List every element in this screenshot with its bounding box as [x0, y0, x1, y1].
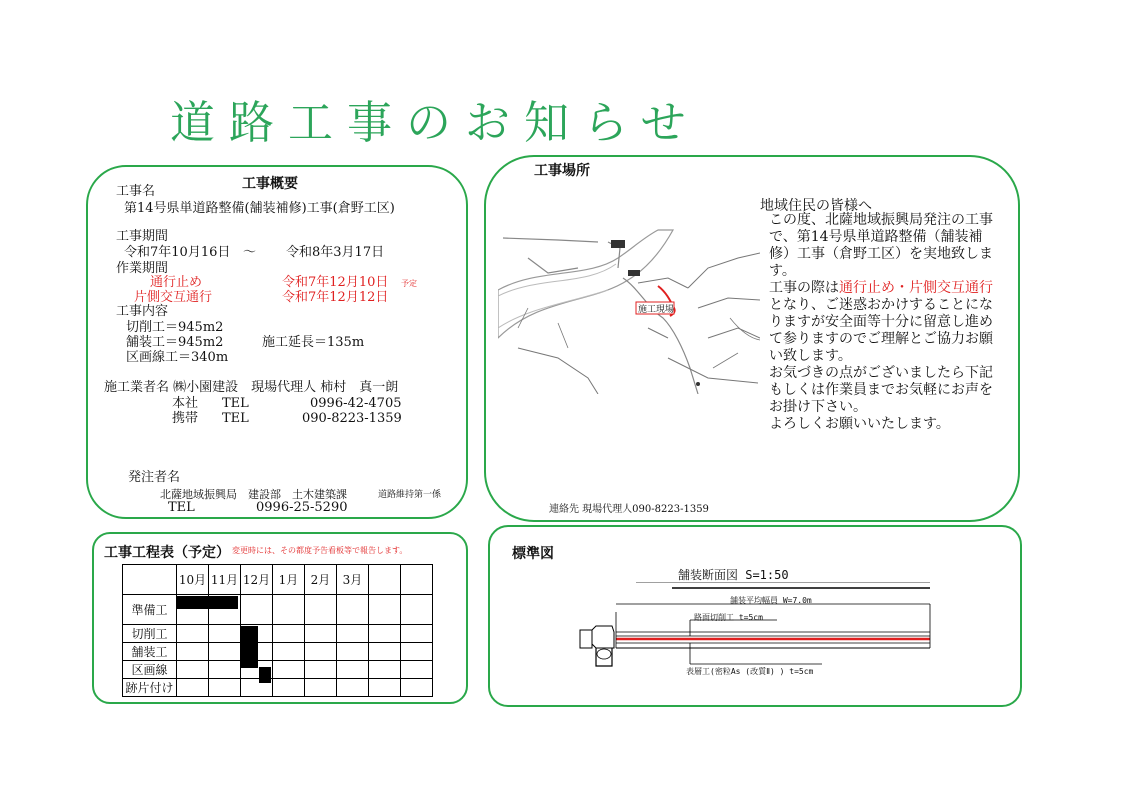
task-label: 舗装工 — [123, 643, 177, 661]
closure-note: 予定 — [401, 279, 417, 288]
gantt-bar-prep — [176, 596, 238, 609]
month-cell: 2月 — [305, 565, 337, 595]
length-quantity: 施工延長＝135m — [262, 335, 365, 350]
closure-label: 通行止め — [150, 275, 203, 290]
gantt-bar-cut-pave — [240, 626, 258, 668]
schedule-note: 変更時には、その都度予告看板等で報告します。 — [232, 546, 408, 555]
alternate-label: 片側交互通行 — [134, 290, 213, 305]
name-value: 第14号県単道路整備(舗装補修)工事(倉野工区) — [124, 201, 395, 216]
period-start: 令和7年10月16日 — [124, 245, 231, 260]
orderer-tel: 0996-25-5290 — [256, 500, 348, 515]
period-label: 工事期間 — [116, 229, 169, 244]
cut-quantity: 切削工＝945m2 — [126, 320, 224, 335]
work-period-label: 作業期間 — [116, 261, 169, 276]
lines-quantity: 区画線工＝340m — [126, 350, 229, 365]
page-title: 道路工事のお知らせ — [170, 96, 700, 149]
contact: 連絡先 現場代理人090-8223-1359 — [549, 504, 709, 515]
closure-date: 令和7年12月10日 — [282, 275, 389, 290]
task-label: 切削工 — [123, 625, 177, 643]
cut-label: 路面切削工 t=5cm — [694, 613, 763, 622]
period-end: 令和8年3月17日 — [286, 245, 385, 260]
month-cell — [369, 565, 401, 595]
gantt-bar-cleanup — [259, 667, 271, 683]
task-label: 区画線 — [123, 661, 177, 679]
month-cell: 10月 — [177, 565, 209, 595]
orderer-section: 道路維持第一係 — [378, 490, 442, 500]
month-cell: 12月 — [241, 565, 273, 595]
schedule-table — [122, 564, 433, 697]
contractor: 施工業者名 ㈱小園建設 現場代理人 柿村 真一朗 — [104, 380, 399, 395]
location-text — [769, 212, 997, 433]
location-map — [498, 228, 760, 394]
location-p1: この度、北薩地域振興局発注の工事で、第14号県単道路整備（舗装補修）工事（倉野工区）を実地致します。 — [769, 212, 993, 279]
section-title: 舗装断面図 S=1:50 — [678, 568, 789, 582]
greeting: 地域住民の皆様へ — [760, 198, 872, 214]
orderer-tel-label: TEL — [168, 500, 195, 515]
month-cell — [401, 565, 433, 595]
mobile-tel: 090-8223-1359 — [302, 411, 402, 426]
surface-label: 表層工(密粒As (改質Ⅱ) ) t=5cm — [686, 667, 814, 676]
overview-heading: 工事概要 — [242, 176, 298, 192]
schedule-heading: 工事工程表（予定） — [104, 545, 230, 561]
location-p2-pre: 工事の際は — [769, 280, 839, 296]
location-p2-red: 通行止め・片側交互通行 — [839, 280, 993, 296]
month-cell: 1月 — [273, 565, 305, 595]
mobile-tel-label: TEL — [222, 411, 249, 426]
location-heading: 工事場所 — [534, 163, 590, 179]
standard-heading: 標準図 — [512, 546, 554, 562]
width-label: 舗装平均幅員 W=7.0m — [730, 596, 812, 605]
period-sep: ～ — [243, 245, 257, 260]
orderer-label: 発注者名 — [128, 470, 181, 485]
office-label: 本社 — [172, 396, 199, 411]
site-label: 施工現場 — [638, 305, 675, 315]
task-label: 準備工 — [123, 595, 177, 625]
month-cell: 11月 — [209, 565, 241, 595]
task-label: 跡片付け — [123, 679, 177, 697]
location-p4: よろしくお願いいたします。 — [769, 416, 950, 432]
location-p2-post: となり、ご迷惑おかけすることになりますが安全面等十分に留意し進めて参りますのでご理解とご協力お願い致します。 — [769, 297, 993, 364]
alternate-date: 令和7年12月12日 — [282, 290, 389, 305]
content-label: 工事内容 — [116, 304, 169, 319]
orderer: 北薩地域振興局 建設部 土木建築課 — [160, 488, 347, 501]
name-label: 工事名 — [116, 184, 156, 199]
office-tel: 0996-42-4705 — [310, 396, 402, 411]
office-tel-label: TEL — [222, 396, 249, 411]
schedule-corner — [123, 565, 177, 595]
pave-quantity: 舗装工＝945m2 — [126, 335, 224, 350]
location-p3: お気づきの点がございましたら下記もしくは作業員までお気軽にお声をお掛け下さい。 — [769, 365, 993, 415]
month-cell: 3月 — [337, 565, 369, 595]
mobile-label: 携帯 — [172, 411, 199, 426]
